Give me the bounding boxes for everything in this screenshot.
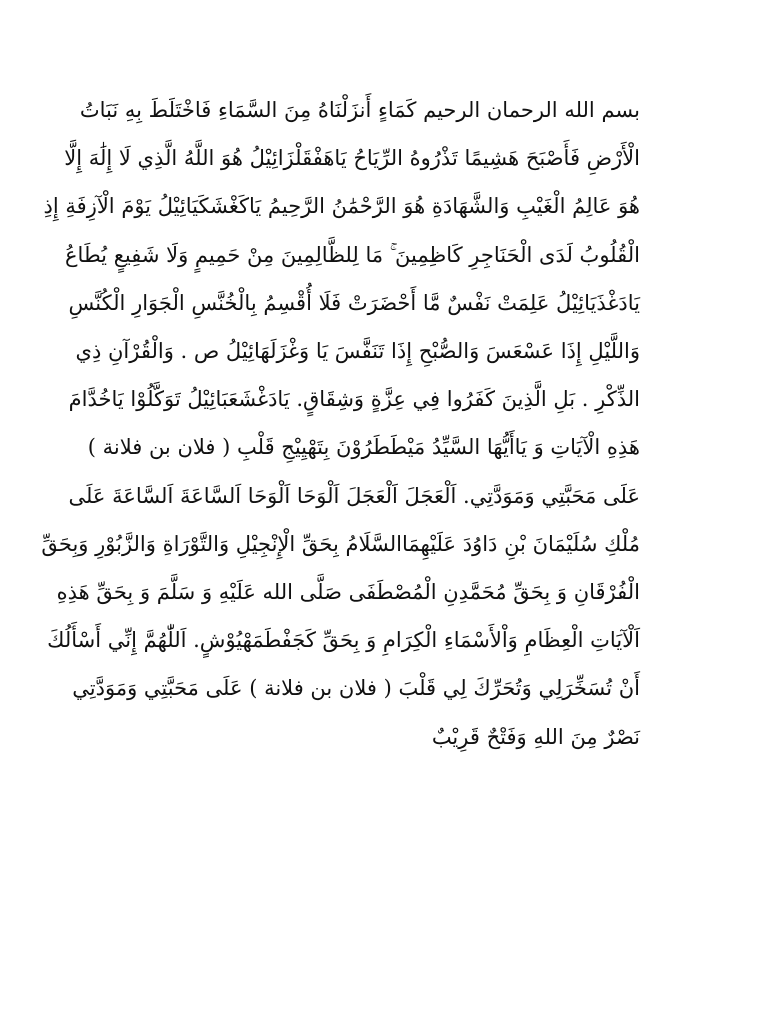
text-line: وَاللَّيْلِ إِذَا عَسْعَسَ وَالصُّبْحِ إِذَا تَنَفَّسَ يَا وَغْزَلَهَائِيْلُ ص . وَالْقُرْآنِ ذِي bbox=[75, 339, 640, 364]
text-line: الذِّكْرِ . بَلِ الَّذِينَ كَفَرُوا فِي عِزَّةٍ وَشِقَاقٍ. يَادَغْشَعَبَائِيْلُ تَوَكَّلُوْا يَاخُدَّامَ bbox=[68, 387, 640, 412]
arabic-text-block bbox=[41, 86, 640, 761]
text-line: الْفُرْقَانِ وَ بِحَقِّ مُحَمَّدِنِ الْمُصْطَفَى صَلَّى الله عَلَيْهِ وَ سَلَّمَ وَ بِحَقِّ هَذِهِ bbox=[56, 580, 640, 605]
text-line: الْقُلُوبُ لَدَى الْحَنَاجِرِ كَاظِمِينَ ۚ مَا لِلظَّالِمِينَ مِنْ حَمِيمٍ وَلَا شَفِيعٍ يُطَاعُ bbox=[65, 242, 640, 267]
text-line: عَلَى مَحَبَّتِي وَمَوَدَّتِي. اَلْعَجَلَ اَلْعَجَلَ اَلْوَحَا اَلْوَحَا اَلسَّاعَةَ اَلسَّاعَةَ عَلَى bbox=[68, 483, 640, 508]
text-line: هَذِهِ الْآيَاتِ وَ يَاأَيُّهَا السَّيِّدُ مَيْطَطَرُوْنَ بِتَهْيِيْجِ قَلْبِ ( فلان بن فلانة ) bbox=[87, 435, 640, 460]
text-line: اَلْآيَاتِ الْعِظَامِ وَاْلأَسْمَاءِ الْكِرَامِ وَ بِحَقِّ كَجَفْطَمَهْيُوْشٍ. اَللّٰهُمَّ إِنِّي أَسْأَلُكَ bbox=[47, 628, 640, 653]
text-line: هُوَ عَالِمُ الْغَيْبِ وَالشَّهَادَةِ هُوَ الرَّحْمَٰنُ الرَّحِيمُ يَاكَغْشَكَيَائِيْلُ يَوْمَ الْآزِفَةِ إِذِ bbox=[43, 194, 640, 219]
text-line: مُلْكِ سُلَيْمَانَ بْنِ دَاوُدَ عَلَيْهِمَاالسَّلَامُ بِحَقِّ الْإِنْجِيْلِ وَالتَّوْرَاةِ وَالزَّبُوْرِ وَبِحَقِّ bbox=[41, 531, 640, 556]
text-line: نَصْرٌ مِنَ اللهِ وَفَتْحٌ قَرِيْبٌ bbox=[431, 724, 640, 749]
text-line: الْأَرْضِ فَأَصْبَحَ هَشِيمًا تَذْرُوهُ الرِّيَاحُ يَاهَفْقَلْزَائِيْلُ هُوَ اللَّهُ الَّذِي لَا إِلَٰهَ إِلَّا bbox=[64, 146, 640, 171]
text-line: بسم الله الرحمان الرحيم كَمَاءٍ أَنزَلْنَاهُ مِنَ السَّمَاءِ فَاخْتَلَطَ بِهِ نَبَاتُ bbox=[79, 98, 640, 122]
text-line: أَنْ تُسَخِّرَلِي وَتُحَرِّكَ لِي قَلْبَ ( فلان بن فلانة ) عَلَى مَحَبَّتِي وَمَوَدَّتِي bbox=[72, 676, 640, 701]
text-line: يَادَغْذَيَائِيْلُ عَلِمَتْ نَفْسٌ مَّا أَحْضَرَتْ فَلَا أُقْسِمُ بِالْخُنَّسِ الْجَوَارِ الْكُنَّسِ bbox=[68, 290, 640, 315]
